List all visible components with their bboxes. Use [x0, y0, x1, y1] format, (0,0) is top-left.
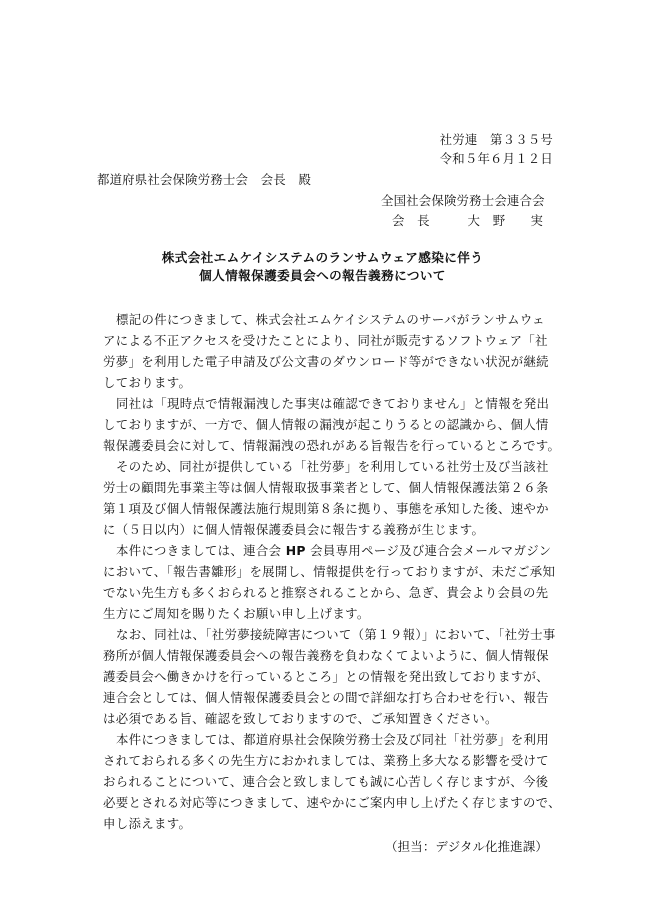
body-line: 護委員会へ働きかけを行っているところ」との情報を発出致しておりますが、 [103, 669, 549, 684]
body-line: そのため、同社が提供している「社労夢」を利用している社労士及び当該社 [116, 459, 549, 474]
body-line: において、「報告書雛形」を展開し、情報提供を行っておりますが、未だご承知 [103, 564, 556, 579]
body-line: 同社は「現時点で情報漏洩した事実は確認できておりません」と情報を発出 [116, 396, 550, 411]
body-line: アによる不正アクセスを受けたことにより、同社が販売するソフトウェア「社 [103, 333, 548, 348]
document-number: 社労連 第３３５号 [439, 132, 553, 147]
body-line: 連合会としては、個人情報保護委員会との間で詳細な打ち合わせを行い、報告 [103, 690, 549, 705]
body-text: 会員専用ページ及び連合会メールマガジン [310, 543, 552, 558]
body-line: 第１項及び個人情報保護法施行規則第８条に拠り、事態を承知した後、速やか [103, 501, 549, 516]
sender-organization: 全国社会保険労務士会連合会 [381, 193, 545, 208]
body-line: 報保護委員会に対して、情報漏洩の恐れがある旨報告を行っているところです。 [103, 438, 561, 453]
hp-abbreviation: HP [285, 543, 306, 558]
body-line: 申し添えます。 [103, 816, 192, 831]
contact-department: （担当：デジタル化推進課） [385, 839, 548, 854]
body-line: しておりますが、一方で、個人情報の漏洩が起こりうるとの認識から、個人情 [103, 417, 549, 432]
body-line: 労夢」を利用した電子申請及び公文書のダウンロード等ができない状況が継続 [103, 354, 549, 369]
document-title-line-2: 個人情報保護委員会への報告義務について [199, 268, 446, 283]
document-title-line-1: 株式会社エムケイシステムのランサムウェア感染に伴う [161, 250, 484, 265]
body-line [116, 543, 551, 559]
addressee: 都道府県社会保険労務士会 会長 殿 [97, 172, 312, 187]
body-line: おられることについて、連合会と致しましても誠に心苦しく存じますが、今後 [103, 774, 549, 789]
body-line: 本件につきましては、都道府県社会保険労務士会及び同社「社労夢」を利用 [116, 732, 549, 747]
body-line: されておられる多くの先生方におかれましては、業務上多大なる影響を受けて [103, 753, 549, 768]
document-date: 令和５年６月１２日 [439, 151, 553, 166]
body-line: 労士の顧問先事業主等は個人情報取扱事業者として、個人情報保護法第２６条 [103, 480, 549, 495]
body-line: 務所が個人情報保護委員会への報告義務を負わなくてよいように、個人情報保 [103, 648, 549, 663]
body-line: に（５日以内）に個人情報保護委員会に報告する義務が生じます。 [103, 522, 485, 537]
body-line: なお、同社は、「社労夢接続障害について（第１９報）」において、「社労士事 [116, 627, 556, 642]
sender-name: 会 長 大 野 実 [392, 213, 544, 228]
body-text: 本件につきましては、連合会 [116, 543, 282, 558]
body-line: 生方にご周知を賜りたくお願い申し上げます。 [103, 606, 370, 621]
body-line: は必須である旨、確認を致しておりますので、ご承知置きください。 [103, 711, 498, 726]
body-line: 必要とされる対応等につきまして、速やかにご案内申し上げたく存じますので、 [103, 795, 561, 810]
body-line: 標記の件につきまして、株式会社エムケイシステムのサーバがランサムウェ [116, 312, 545, 327]
body-line: でない先生方も多くおられると推察されることから、急ぎ、貴会より会員の先 [103, 585, 549, 600]
body-line: しております。 [103, 375, 192, 390]
